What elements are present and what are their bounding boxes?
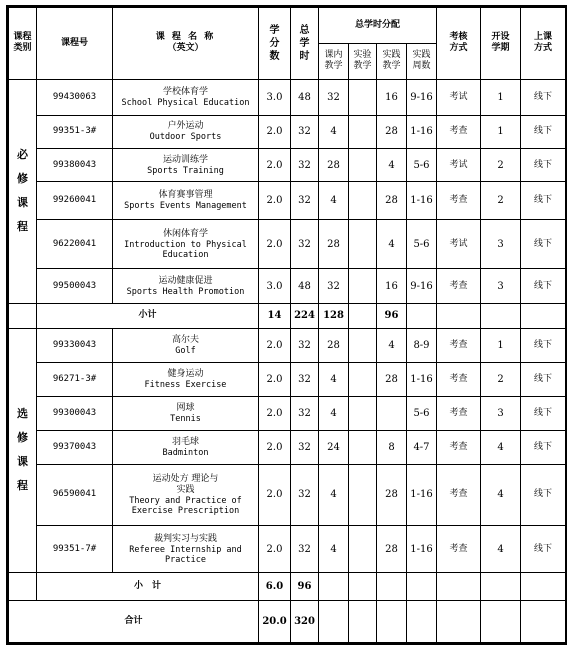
mode-cell: 线下 [521, 182, 566, 220]
header-category [9, 8, 37, 80]
course-name [113, 464, 259, 525]
course-no: 99260041 [37, 182, 113, 220]
practice-cell: 28 [377, 464, 407, 525]
course-name [113, 115, 259, 149]
course-no: 96590041 [37, 464, 113, 525]
practice-weeks-cell: 1-16 [407, 115, 437, 149]
subtotal-blank [9, 303, 37, 328]
credits-cell: 2.0 [259, 464, 291, 525]
practice-cell: 28 [377, 526, 407, 573]
course-name-en: School Physical Education [121, 97, 250, 108]
grand-total-sem [481, 600, 521, 642]
in-class-cell: 4 [319, 182, 349, 220]
subtotal-total-hours: 224 [291, 303, 319, 328]
table-row [9, 149, 566, 182]
credits-cell: 2.0 [259, 430, 291, 464]
course-name [113, 79, 259, 115]
course-no: 96220041 [37, 219, 113, 268]
subtotal-weeks [407, 573, 437, 601]
course-name-cn: 裁判实习与实践 [153, 533, 217, 544]
practice-weeks-cell: 8-9 [407, 328, 437, 363]
grand-total-exam [437, 600, 481, 642]
table-row [9, 269, 566, 304]
header-lab-text: 实验教学 [353, 50, 372, 72]
course-name-cn: 学校体育学 [162, 86, 208, 97]
course-no: 99330043 [37, 328, 113, 363]
table-row [9, 363, 566, 397]
exam-cell: 考查 [437, 430, 481, 464]
course-name-en: Theory and Practice of Exercise Prescription [129, 495, 242, 516]
subtotal-in-class: 128 [319, 303, 349, 328]
course-no: 99351-7# [37, 526, 113, 573]
header-in-class [319, 43, 349, 79]
subtotal-sem [481, 573, 521, 601]
mode-cell: 线下 [521, 430, 566, 464]
lab-cell [349, 328, 377, 363]
subtotal-row-elective [9, 573, 566, 601]
credits-cell: 2.0 [259, 526, 291, 573]
course-name [113, 269, 259, 304]
grand-total-weeks [407, 600, 437, 642]
mode-cell: 线下 [521, 269, 566, 304]
practice-cell: 8 [377, 430, 407, 464]
mode-cell: 线下 [521, 149, 566, 182]
semester-cell: 4 [481, 430, 521, 464]
table-row [9, 182, 566, 220]
header-practice-weeks-text: 实践周数 [412, 50, 431, 72]
total-hours-cell: 32 [291, 397, 319, 431]
total-hours-cell: 48 [291, 269, 319, 304]
table-row [9, 526, 566, 573]
header-exam-type [437, 8, 481, 80]
course-no: 99370043 [37, 430, 113, 464]
table-row [9, 328, 566, 363]
category-elective-text: 选修课程 [17, 407, 28, 493]
in-class-cell: 4 [319, 363, 349, 397]
header-practice-weeks [407, 43, 437, 79]
course-name-en: Tennis [170, 414, 201, 425]
grand-total-hours: 320 [291, 600, 319, 642]
practice-weeks-cell: 1-16 [407, 182, 437, 220]
exam-cell: 考查 [437, 363, 481, 397]
mode-cell: 线下 [521, 363, 566, 397]
table-row [9, 115, 566, 149]
total-hours-cell: 32 [291, 363, 319, 397]
in-class-cell: 28 [319, 149, 349, 182]
practice-weeks-cell: 5-6 [407, 149, 437, 182]
header-mode-text: 上课方式 [533, 32, 552, 54]
mode-cell: 线下 [521, 79, 566, 115]
exam-cell: 考试 [437, 79, 481, 115]
credits-cell: 3.0 [259, 269, 291, 304]
practice-weeks-cell: 5-6 [407, 219, 437, 268]
subtotal-lab [349, 573, 377, 601]
course-name-en: Sports Events Management [124, 201, 247, 212]
category-required-text: 必修课程 [17, 148, 28, 234]
header-total-hours [291, 8, 319, 80]
total-hours-cell: 32 [291, 182, 319, 220]
practice-cell: 4 [377, 219, 407, 268]
practice-cell: 28 [377, 115, 407, 149]
course-table [8, 7, 566, 643]
exam-cell: 考试 [437, 149, 481, 182]
subtotal-total-hours: 96 [291, 573, 319, 601]
in-class-cell: 24 [319, 430, 349, 464]
practice-weeks-cell: 1-16 [407, 464, 437, 525]
practice-weeks-cell: 1-16 [407, 526, 437, 573]
in-class-cell: 4 [319, 464, 349, 525]
grand-total-in-class [319, 600, 349, 642]
practice-cell: 4 [377, 149, 407, 182]
course-name-cn: 网球 [176, 403, 195, 414]
header-in-class-text: 课内教学 [324, 50, 343, 72]
course-name [113, 526, 259, 573]
lab-cell [349, 397, 377, 431]
total-hours-cell: 32 [291, 219, 319, 268]
category-required [9, 79, 37, 303]
subtotal-in-class [319, 573, 349, 601]
subtotal-mode [521, 303, 566, 328]
semester-cell: 3 [481, 397, 521, 431]
practice-weeks-cell: 9-16 [407, 79, 437, 115]
practice-cell: 4 [377, 328, 407, 363]
mode-cell: 线下 [521, 219, 566, 268]
course-name [113, 430, 259, 464]
header-credits [259, 8, 291, 80]
course-name [113, 328, 259, 363]
course-name-cn: 运动处方 理论与实践 [152, 473, 219, 495]
exam-cell: 考查 [437, 526, 481, 573]
grand-total-lab [349, 600, 377, 642]
lab-cell [349, 269, 377, 304]
table-row [9, 79, 566, 115]
semester-cell: 4 [481, 526, 521, 573]
grand-total-label: 合计 [9, 600, 259, 642]
exam-cell: 考查 [437, 397, 481, 431]
lab-cell [349, 79, 377, 115]
lab-cell [349, 363, 377, 397]
course-name [113, 363, 259, 397]
header-category-text: 课程类别 [13, 32, 32, 54]
subtotal-practice: 96 [377, 303, 407, 328]
subtotal-label: 小 计 [37, 573, 259, 601]
exam-cell: 考查 [437, 464, 481, 525]
mode-cell: 线下 [521, 464, 566, 525]
subtotal-exam [437, 303, 481, 328]
exam-cell: 考查 [437, 328, 481, 363]
credits-cell: 2.0 [259, 328, 291, 363]
subtotal-blank [9, 573, 37, 601]
semester-cell: 1 [481, 79, 521, 115]
table-row [9, 219, 566, 268]
header-course-name-cn: 课 程 名 称 [155, 32, 216, 43]
practice-weeks-cell: 9-16 [407, 269, 437, 304]
lab-cell [349, 219, 377, 268]
lab-cell [349, 430, 377, 464]
subtotal-exam [437, 573, 481, 601]
practice-weeks-cell: 5-6 [407, 397, 437, 431]
credits-cell: 2.0 [259, 219, 291, 268]
grand-total-practice [377, 600, 407, 642]
course-name-en: Sports Training [147, 165, 224, 176]
subtotal-weeks [407, 303, 437, 328]
course-no: 99430063 [37, 79, 113, 115]
course-name-en: Golf [175, 345, 196, 356]
in-class-cell: 32 [319, 269, 349, 304]
semester-cell: 3 [481, 269, 521, 304]
practice-cell: 28 [377, 363, 407, 397]
credits-cell: 2.0 [259, 397, 291, 431]
credits-cell: 3.0 [259, 79, 291, 115]
exam-cell: 考试 [437, 219, 481, 268]
mode-cell: 线下 [521, 328, 566, 363]
course-no: 99351-3# [37, 115, 113, 149]
subtotal-practice [377, 573, 407, 601]
course-no: 99500043 [37, 269, 113, 304]
course-table-frame [6, 5, 567, 645]
subtotal-credits: 6.0 [259, 573, 291, 601]
header-practice-text: 实践教学 [382, 50, 401, 72]
subtotal-lab [349, 303, 377, 328]
course-name-cn: 休闲体育学 [162, 228, 208, 239]
subtotal-row-required [9, 303, 566, 328]
in-class-cell: 4 [319, 526, 349, 573]
semester-cell: 3 [481, 219, 521, 268]
total-hours-cell: 32 [291, 464, 319, 525]
header-exam-type-text: 考核方式 [449, 32, 468, 54]
mode-cell: 线下 [521, 115, 566, 149]
course-name-cn: 羽毛球 [171, 436, 199, 447]
lab-cell [349, 464, 377, 525]
credits-cell: 2.0 [259, 182, 291, 220]
header-mode [521, 8, 566, 80]
total-hours-cell: 32 [291, 115, 319, 149]
table-row [9, 397, 566, 431]
subtotal-sem [481, 303, 521, 328]
exam-cell: 考查 [437, 269, 481, 304]
table-row [9, 464, 566, 525]
credits-cell: 2.0 [259, 363, 291, 397]
total-hours-cell: 32 [291, 526, 319, 573]
practice-cell: 16 [377, 269, 407, 304]
course-name-cn: 运动健康促进 [158, 275, 213, 286]
header-semester [481, 8, 521, 80]
header-hours-distribution-text: 总学时分配 [354, 19, 400, 30]
semester-cell: 2 [481, 182, 521, 220]
course-name-cn: 运动训练学 [162, 154, 208, 165]
course-name-en: Fitness Exercise [144, 380, 227, 391]
course-no: 99380043 [37, 149, 113, 182]
semester-cell: 1 [481, 328, 521, 363]
course-name [113, 397, 259, 431]
practice-cell: 16 [377, 79, 407, 115]
header-lab [349, 43, 377, 79]
in-class-cell: 32 [319, 79, 349, 115]
in-class-cell: 28 [319, 328, 349, 363]
category-elective [9, 328, 37, 573]
in-class-cell: 28 [319, 219, 349, 268]
course-name [113, 219, 259, 268]
practice-weeks-cell: 4-7 [407, 430, 437, 464]
course-no: 96271-3# [37, 363, 113, 397]
course-name-cn: 高尔夫 [171, 334, 199, 345]
in-class-cell: 4 [319, 397, 349, 431]
table-row [9, 430, 566, 464]
course-name-en: Introduction to Physical Education [124, 239, 247, 260]
exam-cell: 考查 [437, 182, 481, 220]
mode-cell: 线下 [521, 397, 566, 431]
header-course-name [113, 8, 259, 80]
header-semester-text: 开设学期 [491, 32, 510, 54]
course-name-en: Referee Internship and Practice [129, 544, 242, 565]
total-hours-cell: 32 [291, 149, 319, 182]
grand-total-row [9, 600, 566, 642]
total-hours-cell: 32 [291, 328, 319, 363]
practice-cell: 28 [377, 182, 407, 220]
in-class-cell: 4 [319, 115, 349, 149]
course-name-cn: 健身运动 [167, 369, 204, 380]
course-name-cn: 体育赛事管理 [158, 190, 213, 201]
semester-cell: 2 [481, 363, 521, 397]
semester-cell: 4 [481, 464, 521, 525]
practice-weeks-cell: 1-16 [407, 363, 437, 397]
course-name [113, 149, 259, 182]
lab-cell [349, 182, 377, 220]
subtotal-label: 小计 [37, 303, 259, 328]
course-name-cn: 户外运动 [167, 121, 204, 132]
lab-cell [349, 149, 377, 182]
mode-cell: 线下 [521, 526, 566, 573]
credits-cell: 2.0 [259, 149, 291, 182]
lab-cell [349, 526, 377, 573]
course-name [113, 182, 259, 220]
header-course-no: 课程号 [37, 8, 113, 80]
header-total-hours-text: 总学时 [299, 24, 310, 62]
practice-cell [377, 397, 407, 431]
total-hours-cell: 32 [291, 430, 319, 464]
subtotal-credits: 14 [259, 303, 291, 328]
course-name-en: Outdoor Sports [149, 132, 222, 143]
lab-cell [349, 115, 377, 149]
grand-total-credits: 20.0 [259, 600, 291, 642]
header-credits-text: 学分数 [269, 24, 280, 62]
header-hours-distribution [319, 8, 437, 44]
course-name-en: Badminton [162, 447, 209, 458]
exam-cell: 考查 [437, 115, 481, 149]
total-hours-cell: 48 [291, 79, 319, 115]
header-course-name-en: （英文） [167, 43, 204, 54]
course-name-en: Sports Health Promotion [126, 286, 245, 297]
semester-cell: 2 [481, 149, 521, 182]
subtotal-mode [521, 573, 566, 601]
credits-cell: 2.0 [259, 115, 291, 149]
header-practice [377, 43, 407, 79]
semester-cell: 1 [481, 115, 521, 149]
grand-total-mode [521, 600, 566, 642]
course-no: 99300043 [37, 397, 113, 431]
